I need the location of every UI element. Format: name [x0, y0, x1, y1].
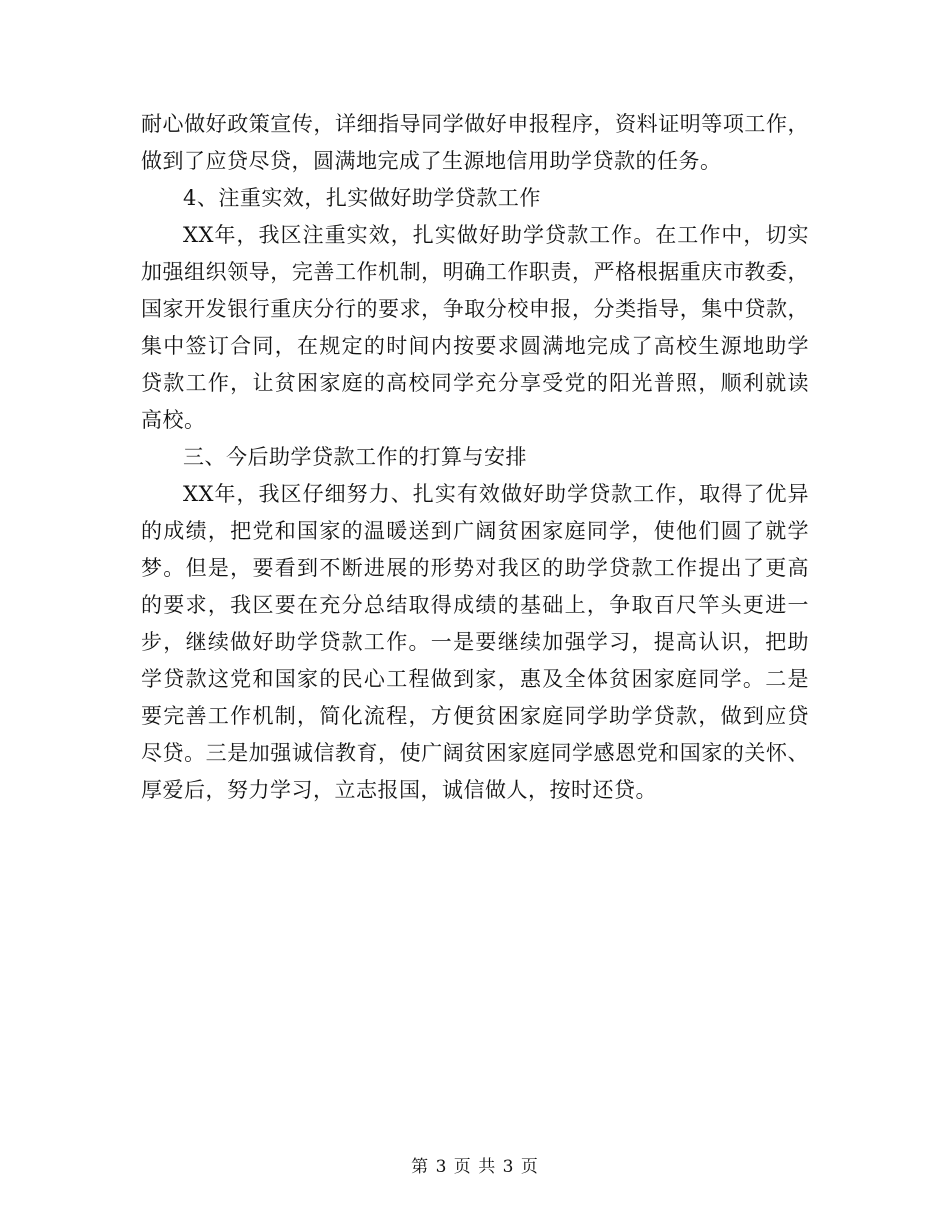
paragraph-xx-year-1 [141, 217, 809, 439]
text-line: 国家开发银行重庆分行的要求，争取分校申报，分类指导，集中贷款， [141, 297, 809, 321]
text-line: 贷款工作，让贫困家庭的高校同学充分享受党的阳光普照，顺利就读 [141, 371, 809, 395]
text-line: 学贷款这党和国家的民心工程做到家，惠及全体贫困家庭同学。二是 [141, 667, 809, 691]
text-line: 集中签订合同，在规定的时间内按要求圆满地完成了高校生源地助学 [141, 334, 809, 358]
text-line: 高校。 [141, 408, 206, 432]
heading-text: 三、今后助学贷款工作的打算与安排 [183, 445, 527, 469]
paragraph-continued [141, 106, 809, 180]
text-line: 加强组织领导，完善工作机制，明确工作职责，严格根据重庆市教委， [141, 260, 809, 284]
text-line: 厚爱后，努力学习，立志报国，诚信做人，按时还贷。 [141, 778, 657, 802]
text-line: XX年，我区注重实效，扎实做好助学贷款工作。在工作中，切实 [183, 223, 809, 247]
text-line: 做到了应贷尽贷，圆满地完成了生源地信用助学贷款的任务。 [141, 149, 722, 173]
heading-text: 4、注重实效，扎实做好助学贷款工作 [183, 186, 541, 210]
text-line: 的要求，我区要在充分总结取得成绩的基础上，争取百尺竿头更进一 [141, 593, 809, 617]
text-line: 步，继续做好助学贷款工作。一是要继续加强学习，提高认识，把助 [141, 630, 809, 654]
document-body [141, 106, 809, 809]
text-line: 的成绩，把党和国家的温暖送到广阔贫困家庭同学，使他们圆了就学 [141, 519, 809, 543]
section-heading-3 [141, 439, 809, 476]
text-line: 耐心做好政策宣传，详细指导同学做好申报程序，资料证明等项工作， [141, 112, 809, 136]
section-heading-4 [141, 180, 809, 217]
text-line: XX年，我区仔细努力、扎实有效做好助学贷款工作，取得了优异 [183, 482, 809, 506]
text-line: 尽贷。三是加强诚信教育，使广阔贫困家庭同学感恩党和国家的关怀、 [141, 741, 809, 765]
page-number-footer: 第 3 页 共 3 页 [411, 1157, 539, 1177]
text-line: 要完善工作机制，简化流程，方便贫困家庭同学助学贷款，做到应贷 [141, 704, 809, 728]
text-line: 梦。但是，要看到不断进展的形势对我区的助学贷款工作提出了更高 [141, 556, 809, 580]
paragraph-xx-year-2 [141, 476, 809, 809]
